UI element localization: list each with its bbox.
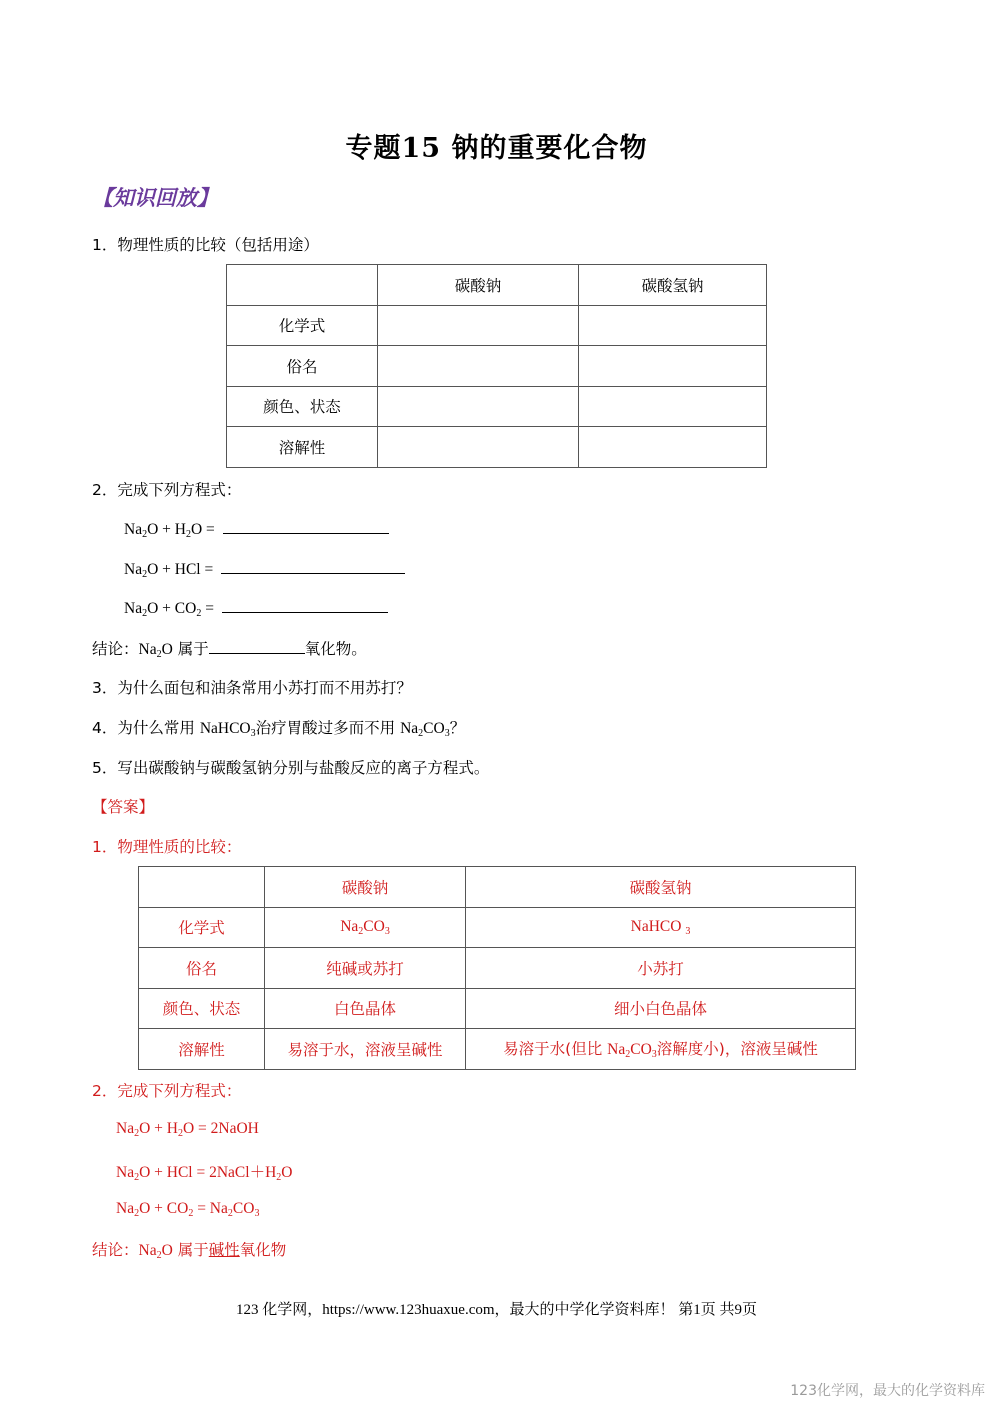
section-heading: 【知识回放】 [92,186,218,210]
question-1: 1．物理性质的比较（包括用途） [92,236,319,254]
answer-comparison-table [138,866,856,1070]
page-footer: 123 化学网，https://www.123huaxue.com，最大的中学化学资料库！ 第1页 共9页 [235,1302,758,1318]
row-label: 俗名 [227,346,378,387]
table-row [227,265,767,306]
watermark: 123化学网，最大的化学资料库 [790,1383,985,1399]
nahco3-solubility: 易溶于水(但比 $Na_2CO_3$溶解度小)，溶液呈碱性 [466,1029,856,1070]
table-row [227,346,767,387]
conclusion-line: 结论：$Na_2O$ 属于 氧化物。 [92,640,367,660]
answer-equation-2: $Na_2O$ + HCl = $2NaCl+H_2O$ [116,1164,293,1183]
equation-3: $Na_2O + CO_2$ = [124,598,388,619]
page-title: 专题15 钠的重要化合物 [345,133,648,164]
row-label: 颜色、状态 [139,988,265,1029]
row-label: 化学式 [227,305,378,346]
nahco3-appearance: 细小白色晶体 [466,988,856,1029]
answer-2: 2．完成下列方程式： [92,1082,242,1100]
table-row [139,988,856,1029]
answer-blank[interactable] [209,639,305,654]
table-row [139,948,856,989]
equation-2: $Na_2O$ + HCl = [124,559,405,580]
na2co3-formula: $Na_2CO_3$ [265,907,466,948]
equation-1: $Na_2O + H_2O$ = [124,519,389,540]
answer-blank[interactable] [221,559,405,574]
na2co3-appearance: 白色晶体 [265,988,466,1029]
blank-cell[interactable] [579,427,767,468]
answer-equation-3: $Na_2O + CO_2 = Na_2CO_3$ [116,1200,260,1219]
answer-heading: 【答案】 [92,798,155,816]
question-2: 2．完成下列方程式： [92,481,242,499]
table-cell [139,867,265,908]
blank-cell[interactable] [378,386,579,427]
table-header: 碳酸氢钠 [466,867,856,908]
blank-cell[interactable] [378,427,579,468]
na2co3-name: 纯碱或苏打 [265,948,466,989]
blank-cell[interactable] [378,346,579,387]
table-row [139,1029,856,1070]
blank-cell[interactable] [579,305,767,346]
blank-cell[interactable] [378,305,579,346]
nahco3-name: 小苏打 [466,948,856,989]
table-row [139,907,856,948]
row-label: 颜色、状态 [227,386,378,427]
table-row [227,427,767,468]
blank-cell[interactable] [579,346,767,387]
question-3: 3．为什么面包和油条常用小苏打而不用苏打？ [92,679,412,697]
blank-cell[interactable] [579,386,767,427]
table-row [227,305,767,346]
answer-equation-1: $Na_2O + H_2O$ = 2NaOH [116,1120,259,1139]
table-header: 碳酸氢钠 [579,265,767,306]
table-header: 碳酸钠 [265,867,466,908]
answer-blank[interactable] [222,598,388,613]
table-cell [227,265,378,306]
row-label: 俗名 [139,948,265,989]
question-5: 5．写出碳酸钠与碳酸氢钠分别与盐酸反应的离子方程式。 [92,759,490,777]
table-row [139,867,856,908]
na2co3-solubility: 易溶于水，溶液呈碱性 [265,1029,466,1070]
question-4: 4．为什么常用 NaHCO$_3$治疗胃酸过多而不用 $Na_2CO_3$？ [92,719,466,739]
answer-conclusion: 结论：$Na_2O$ 属于碱性氧化物 [92,1241,287,1261]
nahco3-formula: NaHCO $_3$ [466,907,856,948]
row-label: 溶解性 [139,1029,265,1070]
table-row [227,386,767,427]
answer-blank[interactable] [223,519,389,534]
blank-comparison-table [226,264,767,468]
answer-1: 1．物理性质的比较： [92,838,242,856]
row-label: 溶解性 [227,427,378,468]
row-label: 化学式 [139,907,265,948]
table-header: 碳酸钠 [378,265,579,306]
